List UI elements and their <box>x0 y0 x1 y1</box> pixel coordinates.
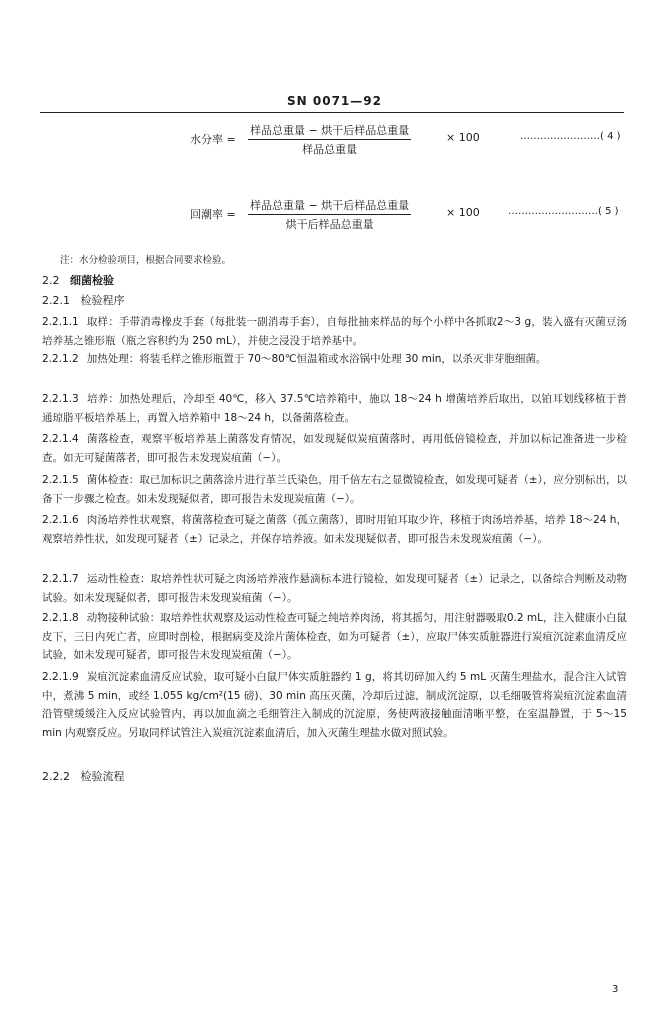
section-number: 2.2.1 <box>42 294 70 307</box>
paragraph-2-2-1-3 <box>42 390 627 427</box>
paragraph-number: 2.2.1.1 <box>42 316 79 328</box>
paragraph-text: 取样：手带消毒橡皮手套（每批装一副消毒手套），自每批抽来样品的每个小样中各抓取2～3 g，装入盛有灭菌豆汤培养基之锥形瓶（瓶之容积约为 250 mL），并使之浸没于培养基中。 <box>42 316 627 347</box>
paragraph-2-2-1-4 <box>42 430 627 467</box>
formula-numerator: 样品总重量 − 烘干后样品总重量 <box>248 197 411 215</box>
formula-multiplier: × 100 <box>446 206 480 219</box>
header-rule <box>40 112 624 113</box>
paragraph-text: 动物接种试验：取培养性状观察及运动性检查可疑之纯培养肉汤，将其摇匀，用注射器吸取0.2 mL，注入健康小白鼠皮下，三日内死亡者，应即时剖检，根据病变及涂片菌体检查，如为可疑者（±），应取尸体实质脏器进行炭疽沉淀素血清反应试验，如未发现可疑者，即可报告未发现炭疽菌（−）。 <box>42 612 627 662</box>
paragraph-number: 2.2.1.8 <box>42 612 79 624</box>
page-number: 3 <box>612 984 619 995</box>
section-heading-2-2-1 <box>42 292 125 308</box>
section-heading-2-2-2 <box>42 768 125 784</box>
paragraph-number: 2.2.1.4 <box>42 433 79 445</box>
paragraph-text: 培养：加热处理后，冷却至 40℃，移入 37.5℃培养箱中，施以 18～24 h 增菌培养后取出，以铂耳划线移植于普通琼脂平板培养基上，再置入培养箱中 18～24 h，以备菌落检查。 <box>42 393 627 424</box>
section-title: 细菌检验 <box>70 274 114 287</box>
formula-numerator: 样品总重量 − 烘干后样品总重量 <box>248 122 411 140</box>
paragraph-number: 2.2.1.5 <box>42 474 79 486</box>
paragraph-2-2-1-2 <box>42 350 627 369</box>
paragraph-2-2-1-1 <box>42 313 627 350</box>
paragraph-2-2-1-8 <box>42 609 627 665</box>
formula-lhs: 水分率 = <box>190 133 236 146</box>
formula-reference: ………………………( 5 ) <box>508 206 619 217</box>
paragraph-text: 肉汤培养性状观察，将菌落检查可疑之菌落（孤立菌落），即时用铂耳取少许，移植于肉汤培养基，培养 18～24 h，观察培养性状，如发现可疑者（±）记录之，并保存培养液。如未发现疑似者，即可报告未发现炭疽菌（−）。 <box>42 514 627 545</box>
paragraph-number: 2.2.1.3 <box>42 393 79 405</box>
paragraph-2-2-1-5 <box>42 471 627 508</box>
paragraph-number: 2.2.1.9 <box>42 671 79 683</box>
formula-reference: ……………………( 4 ) <box>520 131 621 142</box>
paragraph-text: 菌体检查：取已加标识之菌落涂片进行革兰氏染色，用千倍左右之显微镜检查，如发现可疑者（±），应分别标出，以备下一步骤之检查。如未发现疑似者，即可报告未发现炭疽菌（−）。 <box>42 474 627 505</box>
section-heading-2-2 <box>42 272 114 288</box>
formula-multiplier: × 100 <box>446 131 480 144</box>
paragraph-text: 菌落检查，观察平板培养基上菌落发育情况，如发现疑似炭疽菌落时，再用低倍镜检查，并加以标记准备进一步检查。如无可疑菌落者，即可报告未发现炭疽菌（−）。 <box>42 433 627 464</box>
paragraph-2-2-1-7 <box>42 570 627 607</box>
section-number: 2.2.2 <box>42 770 70 783</box>
paragraph-text: 加热处理：将装毛样之锥形瓶置于 70～80℃恒温箱或水浴锅中处理 30 min，以杀灭非芽胞细菌。 <box>86 353 547 365</box>
paragraph-text: 炭疽沉淀素血清反应试验，取可疑小白鼠尸体实质脏器约 1 g，将其切碎加入约 5 mL 灭菌生理盐水，混合注入试管中，煮沸 5 min，或经 1.055 kg/cm²(15 磅)、30 min 高压灭菌，冷却后过滤，制成沉淀原，以毛细吸管将炭疽沉淀素血清沿管壁缓缓注入反应试验管内，再以加血滴之毛细管注入制成的沉淀原，务使两液接触面清晰平整，在室温静置，于 5～15 min 内观察反应。另取同样试管注入炭疽沉淀素血清后，加入灭菌生理盐水做对照试验。 <box>42 671 627 739</box>
formula-denominator: 烘干后样品总重量 <box>285 218 374 231</box>
note: 注：水分检验项目，根据合同要求检验。 <box>60 255 232 266</box>
paragraph-number: 2.2.1.2 <box>42 353 79 365</box>
paragraph-2-2-1-6 <box>42 511 627 548</box>
paragraph-text: 运动性检查：取培养性状可疑之肉汤培养液作悬滴标本进行镜检，如发现可疑者（±）记录之，以备综合判断及动物试验。如未发现疑似者，即可报告未发现炭疽菌（−）。 <box>42 573 627 604</box>
section-title: 检验流程 <box>80 770 125 783</box>
paragraph-2-2-1-9 <box>42 668 627 742</box>
paragraph-number: 2.2.1.7 <box>42 573 79 585</box>
formula-lhs: 回潮率 = <box>190 208 236 221</box>
section-number: 2.2 <box>42 274 60 287</box>
standard-code-header: SN 0071—92 <box>287 94 382 108</box>
formula-fraction <box>248 122 411 157</box>
section-title: 检验程序 <box>80 294 125 307</box>
formula-denominator: 样品总重量 <box>302 143 358 156</box>
paragraph-number: 2.2.1.6 <box>42 514 79 526</box>
formula-fraction <box>248 197 411 232</box>
